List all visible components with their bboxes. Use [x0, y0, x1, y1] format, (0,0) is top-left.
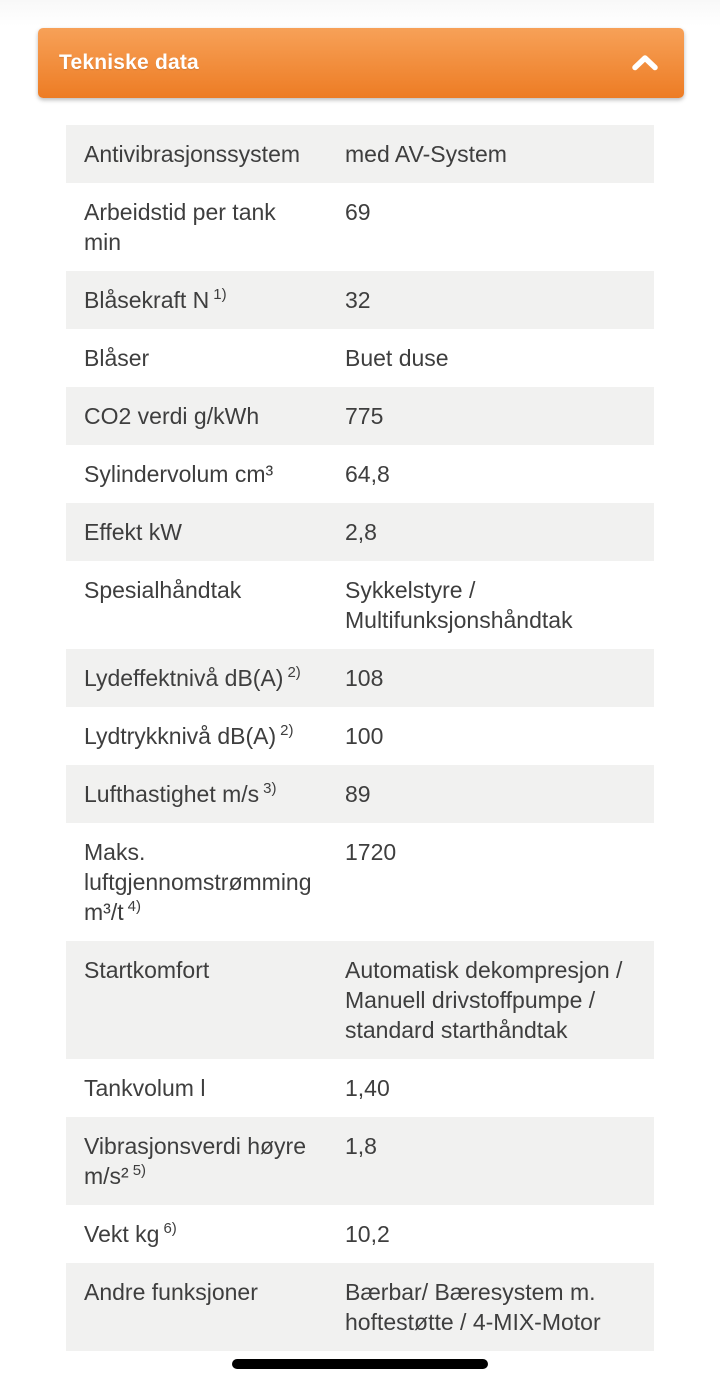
table-row	[66, 1117, 654, 1205]
spec-label	[66, 1117, 345, 1205]
spec-value: 32	[345, 287, 371, 313]
footnote-superscript: 2)	[287, 664, 301, 682]
spec-label	[66, 329, 345, 387]
spec-label-text: Sylindervolum cm³	[84, 461, 274, 487]
spec-label-text: Vibrasjonsverdi høyre m/s²	[84, 1133, 307, 1189]
spec-value: 108	[345, 665, 384, 691]
spec-label	[66, 707, 345, 765]
table-row	[66, 387, 654, 445]
footnote-superscript: 6)	[163, 1220, 177, 1238]
spec-label-text: Lydeffektnivå dB(A)	[84, 665, 284, 691]
footnote-superscript: 2)	[280, 722, 294, 740]
spec-value: Buet duse	[345, 345, 449, 371]
spec-label	[66, 823, 345, 941]
table-row	[66, 765, 654, 823]
spec-label	[66, 125, 345, 183]
table-row	[66, 503, 654, 561]
technical-data-table	[66, 125, 654, 1351]
spec-value: 1,8	[345, 1133, 377, 1159]
spec-value: 2,8	[345, 519, 377, 545]
spec-label	[66, 445, 345, 503]
spec-label	[66, 649, 345, 707]
spec-label	[66, 387, 345, 445]
spec-label	[66, 503, 345, 561]
table-row	[66, 125, 654, 183]
table-row	[66, 941, 654, 1059]
spec-value: 64,8	[345, 461, 390, 487]
spec-label-text: Startkomfort	[84, 957, 210, 983]
tekniske-data-accordion-header[interactable]	[38, 28, 684, 98]
footnote-superscript: 5)	[132, 1162, 147, 1180]
spec-label	[66, 765, 345, 823]
spec-label	[66, 561, 345, 619]
spec-label	[66, 1205, 345, 1263]
spec-label-text: Vekt kg	[84, 1221, 160, 1247]
spec-label-text: Maks. luftgjennomstrømming m³/t	[84, 839, 312, 925]
spec-label	[66, 1263, 345, 1321]
home-indicator[interactable]	[232, 1359, 488, 1369]
table-row	[66, 1059, 654, 1117]
spec-value: 69	[345, 199, 371, 225]
footnote-superscript: 1)	[213, 286, 227, 304]
spec-label-text: Lydtrykknivå dB(A)	[84, 723, 277, 749]
spec-label-text: Antivibrasjonssystem	[84, 141, 301, 167]
spec-label-text: Spesialhåndtak	[84, 577, 242, 603]
spec-label-text: CO2 verdi g/kWh	[84, 403, 260, 429]
table-row	[66, 823, 654, 941]
spec-value: 1,40	[345, 1075, 390, 1101]
spec-value: 775	[345, 403, 384, 429]
table-row	[66, 707, 654, 765]
spec-label	[66, 941, 345, 999]
spec-label-text: Arbeidstid per tank min	[84, 199, 276, 255]
accordion-title: Tekniske data	[59, 51, 199, 74]
spec-label-text: Blåser	[84, 345, 150, 371]
spec-label	[66, 1059, 345, 1117]
spec-label-text: Effekt kW	[84, 519, 182, 545]
spec-label-text: Lufthastighet m/s	[84, 781, 260, 807]
spec-value: 100	[345, 723, 384, 749]
table-row	[66, 271, 654, 329]
table-row	[66, 561, 654, 649]
footnote-superscript: 3)	[263, 780, 277, 798]
spec-value: Automatisk dekompresjon / Manuell drivstoffpumpe / standard starthåndtak	[345, 957, 623, 1043]
spec-value: Sykkelstyre / Multifunksjonshåndtak	[345, 577, 573, 633]
spec-label	[66, 183, 345, 271]
chevron-up-icon	[630, 52, 684, 74]
table-row	[66, 649, 654, 707]
table-row	[66, 183, 654, 271]
spec-value: 10,2	[345, 1221, 390, 1247]
spec-label-text: Andre funksjoner	[84, 1279, 258, 1305]
spec-value: Bærbar/ Bæresystem m. hoftestøtte / 4-MIX-Motor	[345, 1279, 601, 1335]
spec-value: 89	[345, 781, 371, 807]
spec-label-text: Tankvolum l	[84, 1075, 206, 1101]
table-row	[66, 445, 654, 503]
table-row	[66, 1205, 654, 1263]
spec-value: med AV-System	[345, 141, 507, 167]
spec-label-text: Blåsekraft N	[84, 287, 210, 313]
spec-label	[66, 271, 345, 329]
table-row	[66, 329, 654, 387]
table-row	[66, 1263, 654, 1351]
footnote-superscript: 4)	[127, 898, 141, 916]
spec-value: 1720	[345, 839, 397, 865]
